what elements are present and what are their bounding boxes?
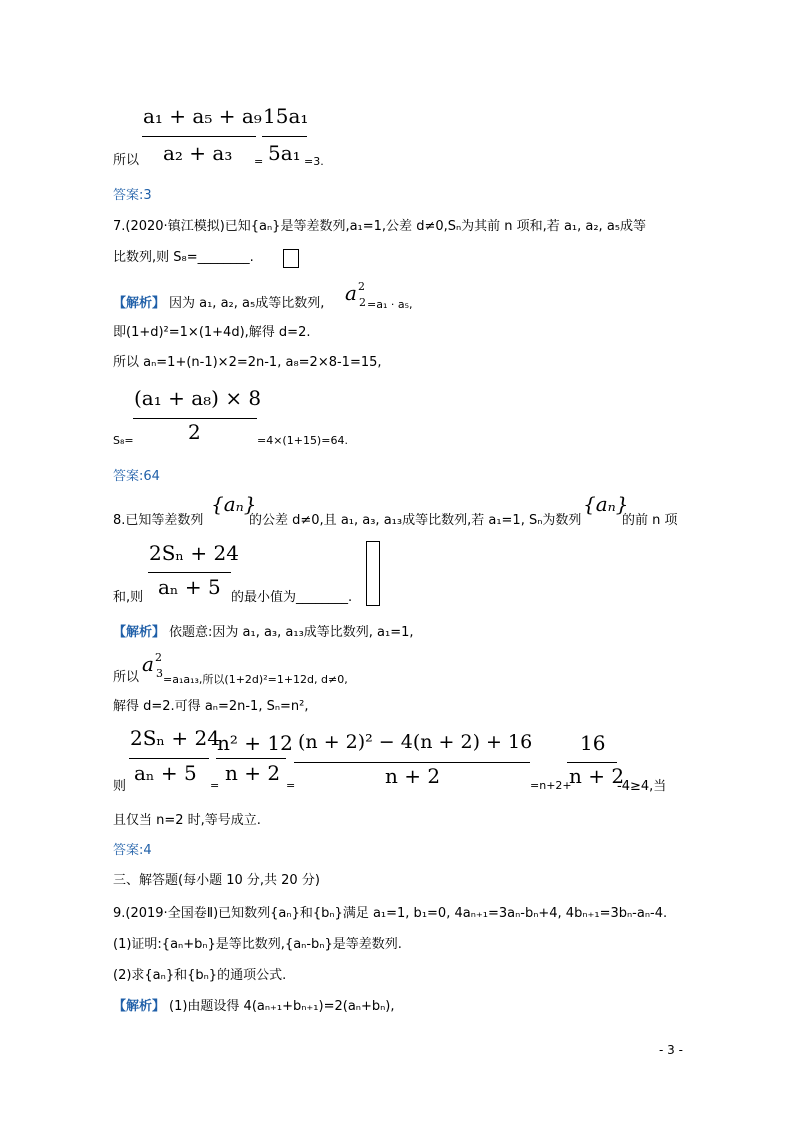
solution-9-line-1: (1)由题设得 4(aₙ₊₁+bₙ₊₁)=2(aₙ+bₙ),: [169, 999, 395, 1014]
expr-f1-denominator: aₙ + 5: [134, 761, 197, 785]
s8-fraction-denominator: 2: [188, 420, 201, 444]
question-8-line-2a: 和,则: [113, 590, 144, 605]
s8-fraction-bar: [133, 418, 257, 419]
a2-squared: $a^2_2$: [345, 280, 366, 309]
question-7-line-2: 比数列,则 S₈=________.: [113, 250, 254, 265]
fraction-2-numerator: 15a₁: [263, 104, 309, 128]
fraction-1-denominator: a₂ + a₃: [163, 141, 233, 165]
result-text: =3.: [304, 155, 324, 168]
expr-f3-numerator: (n + 2)² − 4(n + 2) + 16: [298, 731, 533, 753]
sequence-an-1: {aₙ}: [211, 492, 257, 516]
fraction-1-numerator: a₁ + a₅ + a₉: [143, 104, 262, 128]
solution-8-line-5: 且仅当 n=2 时,等号成立.: [113, 813, 261, 828]
answer-box-7: [283, 249, 299, 268]
question-9-line-1: 9.(2019·全国卷Ⅱ)已知数列{aₙ}和{bₙ}满足 a₁=1, b₁=0, 4aₙ₊₁=3aₙ-bₙ+4, 4bₙ₊₁=3bₙ-aₙ-4.: [113, 906, 668, 921]
question-8-line-1b: 的公差 d≠0,且 a₁, a₃, a₁₃成等比数列,若 a₁=1, Sₙ为数列: [249, 513, 582, 528]
solution-8-line-2a: 所以: [113, 670, 140, 685]
answer-8: 答案:4: [113, 843, 152, 858]
expr-mid: =n+2+: [530, 779, 572, 792]
equals-sign: =: [254, 155, 264, 168]
solution-7-line-3: 所以 aₙ=1+(n-1)×2=2n-1, a₈=2×8-1=15,: [113, 355, 382, 370]
solution-8-line-3: 解得 d=2.可得 aₙ=2n-1, Sₙ=n²,: [113, 699, 309, 714]
q8-fraction-denominator: aₙ + 5: [158, 575, 221, 599]
expr-tail: -4≥4,当: [617, 779, 667, 794]
q8-fraction-bar: [148, 572, 231, 573]
solution-7-line-1b: =a₁ · a₅,: [367, 298, 413, 311]
analysis-tag-8: 【解析】: [113, 625, 166, 640]
expr-f1-numerator: 2Sₙ + 24: [130, 726, 220, 750]
expr-f4-numerator: 16: [580, 731, 606, 755]
solution-8-line-2b: =a₁a₁₃,所以(1+2d)²=1+12d, d≠0,: [163, 673, 348, 686]
question-9-line-3: (2)求{aₙ}和{bₙ}的通项公式.: [113, 968, 287, 983]
question-9-line-2: (1)证明:{aₙ+bₙ}是等比数列,{aₙ-bₙ}是等差数列.: [113, 937, 402, 952]
s8-prefix: S₈=: [113, 434, 134, 447]
expr-f3-denominator: n + 2: [385, 764, 441, 788]
expr-f2-numerator: n² + 12: [217, 731, 293, 755]
a3-squared: $a^2_3$: [142, 651, 163, 680]
solution-7-line-1a: 因为 a₁, a₂, a₅成等比数列,: [169, 296, 325, 311]
expr-f4-bar: [567, 762, 617, 763]
expr-eq-1: =: [210, 779, 220, 792]
s8-fraction-numerator: (a₁ + a₈) × 8: [134, 386, 262, 410]
expr-eq-2: =: [286, 779, 296, 792]
sequence-an-2: {aₙ}: [583, 492, 629, 516]
fraction-2-bar: [262, 136, 307, 137]
answer-1: 答案:3: [113, 188, 152, 203]
answer-7: 答案:64: [113, 469, 160, 484]
analysis-tag-9: 【解析】: [113, 999, 166, 1014]
page-number: - 3 -: [659, 1043, 683, 1057]
expr-f4-denominator: n + 2: [569, 764, 625, 788]
so-text: 所以: [113, 153, 140, 168]
expr-f1-bar: [129, 758, 209, 759]
answer-box-8: [366, 541, 380, 606]
solution-7-line-2: 即(1+d)²=1×(1+4d),解得 d=2.: [113, 325, 311, 340]
section-3-heading: 三、解答题(每小题 10 分,共 20 分): [113, 873, 320, 888]
expr-f2-denominator: n + 2: [225, 761, 281, 785]
s8-result: =4×(1+15)=64.: [257, 434, 348, 447]
question-7-line-1: 7.(2020·镇江模拟)已知{aₙ}是等差数列,a₁=1,公差 d≠0,Sₙ为其前 n 项和,若 a₁, a₂, a₅成等: [113, 219, 647, 234]
analysis-tag-7: 【解析】: [113, 296, 166, 311]
expr-f2-bar: [216, 758, 286, 759]
expr-prefix: 则: [113, 779, 127, 794]
question-8-line-2b: 的最小值为________.: [231, 590, 353, 605]
q8-fraction-numerator: 2Sₙ + 24: [149, 541, 239, 565]
question-8-line-1a: 8.已知等差数列: [113, 513, 204, 528]
fraction-2-denominator: 5a₁: [268, 141, 301, 165]
expr-f3-bar: [294, 762, 530, 763]
question-8-line-1c: 的前 n 项: [622, 513, 678, 528]
solution-8-line-1: 依题意:因为 a₁, a₃, a₁₃成等比数列, a₁=1,: [169, 625, 414, 640]
fraction-1-bar: [142, 136, 256, 137]
